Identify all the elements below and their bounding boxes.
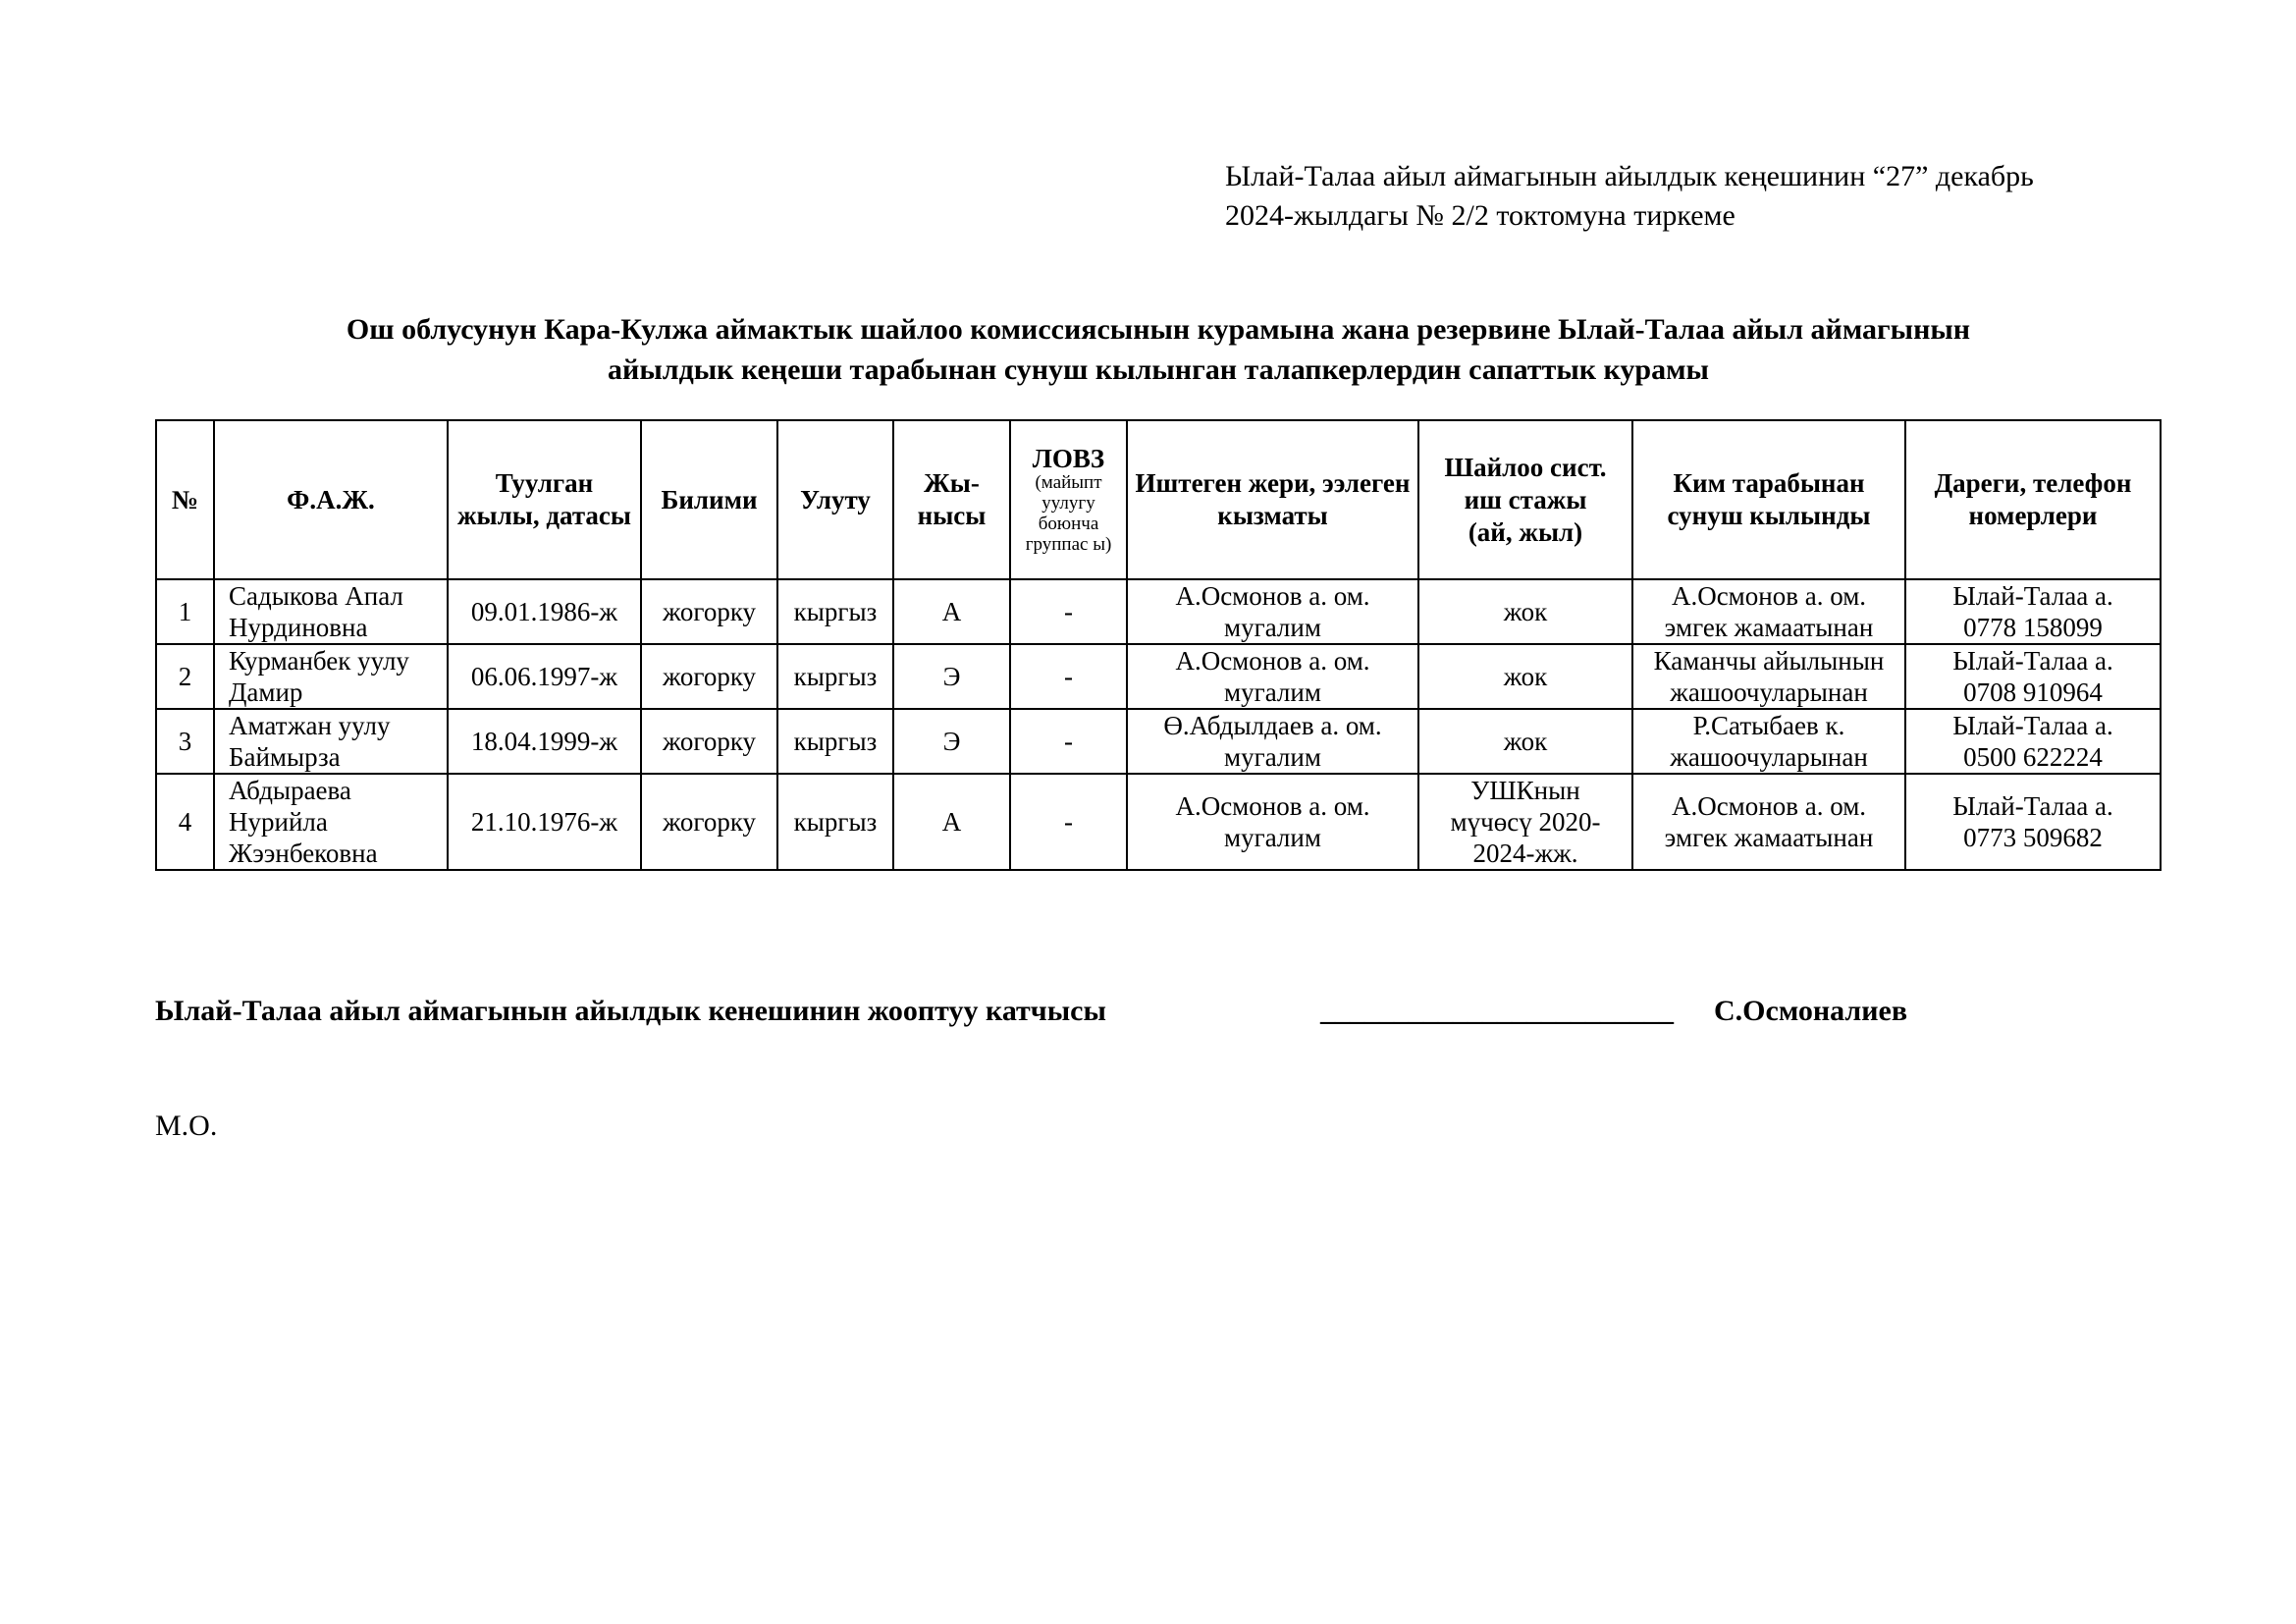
cell-num: 2	[156, 644, 214, 709]
cell-num: 1	[156, 579, 214, 644]
attachment-line-2: 2024-жылдагы № 2/2 токтомуна тиркеме	[1225, 199, 1735, 232]
cell-nominated-by: А.Осмонов а. ом. эмгек жамаатынан	[1632, 579, 1905, 644]
cell-workplace: А.Осмонов а. ом. мугалим	[1127, 644, 1418, 709]
cell-fio: Курманбек уулу Дамир	[214, 644, 448, 709]
signatory-position: Ылай-Талаа айыл аймагынын айылдык кенешинин жооптуу катчысы	[155, 995, 1106, 1027]
header-lovz	[1010, 420, 1127, 579]
header-nationality: Улуту	[777, 420, 893, 579]
cell-nationality: кыргыз	[777, 709, 893, 774]
header-num: №	[156, 420, 214, 579]
cell-nationality: кыргыз	[777, 774, 893, 870]
table-header-row	[156, 420, 2161, 579]
table-row	[156, 579, 2161, 644]
cell-lovz: -	[1010, 774, 1127, 870]
header-workplace: Иштеген жери, ээлеген кызматы	[1127, 420, 1418, 579]
cell-lovz: -	[1010, 709, 1127, 774]
header-experience: Шайлоо сист. иш стажы (ай, жыл)	[1418, 420, 1632, 579]
cell-gender: А	[893, 774, 1010, 870]
cell-gender: Э	[893, 644, 1010, 709]
cell-birth: 18.04.1999-ж	[448, 709, 641, 774]
header-contact: Дареги, телефон номерлери	[1905, 420, 2161, 579]
table-row	[156, 774, 2161, 870]
candidates-table	[155, 419, 2162, 871]
attachment-line-1: Ылай-Талаа айыл аймагынын айылдык кеңешинин “27” декабрь	[1225, 160, 2034, 192]
cell-num: 4	[156, 774, 214, 870]
cell-fio: Абдыраева Нурийла Жээнбековна	[214, 774, 448, 870]
cell-education: жогорку	[641, 579, 777, 644]
cell-contact: Ылай-Талаа а. 0500 622224	[1905, 709, 2161, 774]
cell-fio: Аматжан уулу Баймырза	[214, 709, 448, 774]
header-fio: Ф.А.Ж.	[214, 420, 448, 579]
signature-line: ________________________	[1320, 995, 1674, 1027]
title-line-1: Ош облусунун Кара-Кулжа аймактык шайлоо комиссиясынын курамына жана резервине Ылай-Талаа айыл аймагынын	[346, 313, 1971, 346]
header-gender: Жы- нысы	[893, 420, 1010, 579]
cell-experience: УШКнын мүчөсү 2020- 2024-жж.	[1418, 774, 1632, 870]
cell-nationality: кыргыз	[777, 579, 893, 644]
cell-contact: Ылай-Талаа а. 0708 910964	[1905, 644, 2161, 709]
cell-nominated-by: Р.Сатыбаев к. жашоочуларынан	[1632, 709, 1905, 774]
header-education: Билими	[641, 420, 777, 579]
cell-experience: жок	[1418, 709, 1632, 774]
cell-workplace: А.Осмонов а. ом. мугалим	[1127, 774, 1418, 870]
cell-education: жогорку	[641, 774, 777, 870]
cell-nationality: кыргыз	[777, 644, 893, 709]
document-title	[157, 309, 2160, 390]
cell-num: 3	[156, 709, 214, 774]
cell-birth: 21.10.1976-ж	[448, 774, 641, 870]
cell-lovz: -	[1010, 579, 1127, 644]
cell-birth: 09.01.1986-ж	[448, 579, 641, 644]
cell-contact: Ылай-Талаа а. 0778 158099	[1905, 579, 2161, 644]
header-birth: Туулган жылы, датасы	[448, 420, 641, 579]
cell-workplace: А.Осмонов а. ом. мугалим	[1127, 579, 1418, 644]
header-lovz-sub: (майыпт уулугу боюнча группас ы)	[1025, 472, 1112, 555]
attachment-note	[1225, 157, 2158, 236]
cell-nominated-by: А.Осмонов а. ом. эмгек жамаатынан	[1632, 774, 1905, 870]
cell-nominated-by: Каманчы айылынын жашоочуларынан	[1632, 644, 1905, 709]
title-line-2: айылдык кеңеши тарабынан сунуш кылынган талапкерлердин сапаттык курамы	[608, 353, 1709, 386]
cell-contact: Ылай-Талаа а. 0773 509682	[1905, 774, 2161, 870]
cell-experience: жок	[1418, 579, 1632, 644]
cell-fio: Садыкова Апал Нурдиновна	[214, 579, 448, 644]
table-row	[156, 709, 2161, 774]
cell-experience: жок	[1418, 644, 1632, 709]
cell-workplace: Ө.Абдылдаев а. ом. мугалим	[1127, 709, 1418, 774]
stamp-place: М.О.	[155, 1110, 218, 1142]
cell-gender: А	[893, 579, 1010, 644]
signatory-name: С.Осмоналиев	[1714, 995, 1908, 1027]
cell-education: жогорку	[641, 644, 777, 709]
cell-birth: 06.06.1997-ж	[448, 644, 641, 709]
signature-block	[155, 992, 2160, 1031]
cell-education: жогорку	[641, 709, 777, 774]
table-row	[156, 644, 2161, 709]
header-nominated-by: Ким тарабынан сунуш кылынды	[1632, 420, 1905, 579]
cell-gender: Э	[893, 709, 1010, 774]
cell-lovz: -	[1010, 644, 1127, 709]
header-lovz-title: ЛОВЗ	[1032, 444, 1105, 473]
